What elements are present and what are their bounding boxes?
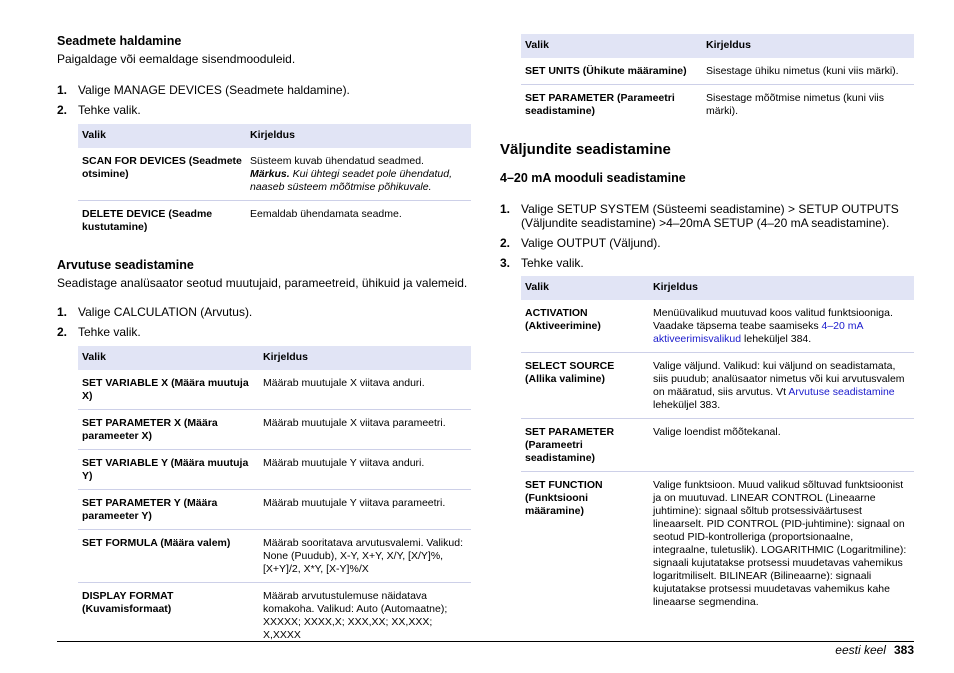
calculation-options-table bbox=[78, 346, 471, 648]
table-row: SET VARIABLE X (Määra muutuja X) Määrab muutujale X viitava anduri. bbox=[78, 370, 471, 410]
column-header: Valik bbox=[78, 346, 259, 370]
footer-divider bbox=[57, 641, 914, 642]
subsection-title: 4–20 mA mooduli seadistamine bbox=[500, 171, 686, 185]
section-intro: Paigaldage või eemaldage sisendmooduleid. bbox=[57, 52, 296, 66]
column-header: Kirjeldus bbox=[702, 34, 914, 58]
step-item: 3. Tehke valik. bbox=[500, 256, 584, 270]
device-options-table bbox=[78, 124, 471, 240]
right-column bbox=[500, 34, 914, 615]
page-number: 383 bbox=[893, 643, 914, 657]
table-row: SET FORMULA (Määra valem) Määrab sooritatava arvutusvalemi. Valikud: None (Puudub), X-Y, X+Y, X/Y, [X/Y]%, [X+Y]/2, X*Y, [X-Y]%/X bbox=[78, 530, 471, 583]
table-row: SET PARAMETER (Parameetri seadistamine) Valige loendist mõõtekanal. bbox=[521, 419, 914, 472]
column-header: Valik bbox=[78, 124, 246, 148]
steps-list bbox=[500, 202, 914, 270]
section-title-calculation: Arvutuse seadistamine bbox=[57, 258, 194, 272]
step-item: 2. Valige OUTPUT (Väljund). bbox=[500, 236, 661, 250]
section-title-device-management: Seadmete haldamine bbox=[57, 34, 182, 48]
table-row: SET PARAMETER X (Määra parameeter X) Määrab muutujale X viitava parameetri. bbox=[78, 410, 471, 450]
step-item: 1. Valige MANAGE DEVICES (Seadmete haldamine). bbox=[57, 83, 350, 97]
step-item: 1. Valige CALCULATION (Arvutus). bbox=[57, 305, 253, 319]
table-row: SET PARAMETER Y (Määra parameeter Y) Määrab muutujale Y viitava parameetri. bbox=[78, 490, 471, 530]
column-header: Kirjeldus bbox=[649, 276, 914, 300]
footer bbox=[835, 643, 914, 657]
section-intro: Seadistage analüsaator seotud muutujaid, parameetreid, ühikuid ja valemeid. bbox=[57, 276, 468, 290]
table-row: SELECT SOURCE (Allika valimine) Valige väljund. Valikud: kui väljund on seadistamata, siis puudub; analüsaator nimetus või kui arvutusvalem on määratud, siis arvutus. Vt Arvutuse seadistamine leheküljel 383. bbox=[521, 353, 914, 419]
footer-language: eesti keel bbox=[835, 643, 886, 657]
step-item: 2. Tehke valik. bbox=[57, 325, 141, 339]
column-header: Kirjeldus bbox=[246, 124, 471, 148]
column-header: Kirjeldus bbox=[259, 346, 471, 370]
table-row: SET VARIABLE Y (Määra muutuja Y) Määrab muutujale Y viitava anduri. bbox=[78, 450, 471, 490]
section-title-outputs: Väljundite seadistamine bbox=[500, 141, 671, 158]
calculation-setup-link[interactable]: Arvutuse seadistamine bbox=[788, 386, 895, 398]
left-column bbox=[57, 34, 471, 648]
units-options-table bbox=[521, 34, 914, 124]
step-item: 2. Tehke valik. bbox=[57, 103, 141, 117]
steps-list bbox=[57, 305, 471, 339]
output-options-table bbox=[521, 276, 914, 615]
steps-list bbox=[57, 83, 471, 117]
table-row: SCAN FOR DEVICES (Seadmete otsimine) Süsteem kuvab ühendatud seadmed. Märkus. Kui ühtegi seadet pole ühendatud, naaseb süsteem mõõtmise põhikuvale. bbox=[78, 148, 471, 201]
column-header: Valik bbox=[521, 34, 702, 58]
table-row: SET PARAMETER (Parameetri seadistamine) Sisestage mõõtmise nimetus (kuni viis märki). bbox=[525, 92, 884, 117]
table-row: SET UNITS (Ühikute määramine) Sisestage ühiku nimetus (kuni viis märki). bbox=[521, 58, 914, 85]
table-row: SET FUNCTION (Funktsiooni määramine) Valige funktsioon. Muud valikud sõltuvad funktsioonist ja on muutuvad. LINEAR CONTROL (Lineaarne juhtimine): signaal sõltub protsessiväärtusest lineaarselt. PID CONTROL (PID-juhtimine): signaal on seotud PID-kontrolleriga (proportsionaalne, integraalne, tuletuslik). LOGARITHMIC (Logaritmiline): signaali kujutatakse protsessi muudetavas vahemikus logaritmiliselt. BILINEAR (Bilineaarne): signaali kujutatakse protsessi muudetavas vahemikus kahe lineaarse segmendina. bbox=[525, 479, 907, 608]
step-item: 1. Valige SETUP SYSTEM (Süsteemi seadistamine) > SETUP OUTPUTS (Väljundite seadistamine) >4–20mA SETUP (4–20 mA seadistamine). bbox=[500, 202, 899, 230]
table-row: DISPLAY FORMAT (Kuvamisformaat) Määrab arvutustulemuse näidatava komakoha. Valikud: Auto (Automaatne); XXXXX; XXXX,X; XXX,XX; XX,XXX; X,XXXX bbox=[82, 590, 448, 641]
table-row: ACTIVATION (Aktiveerimine) Menüüvalikud muutuvad koos valitud funktsiooniga. Vaadake täpsema teabe saamiseks 4–20 mA aktiveerimisvalikud leheküljel 384. bbox=[521, 300, 914, 353]
activation-options-link[interactable]: 4–20 mA aktiveerimisvalikud bbox=[653, 320, 863, 345]
column-header: Valik bbox=[521, 276, 649, 300]
table-row: DELETE DEVICE (Seadme kustutamine) Eemaldab ühendamata seadme. bbox=[82, 208, 402, 233]
